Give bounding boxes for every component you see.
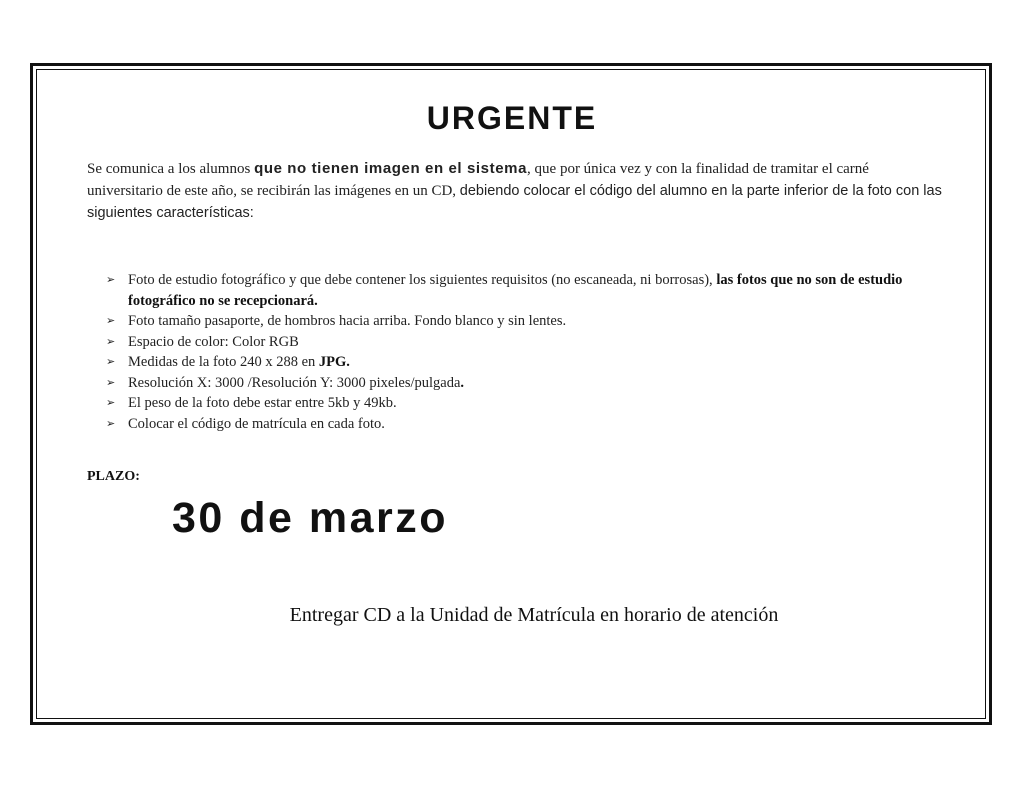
list-item: ➢ El peso de la foto debe estar entre 5kb y 49kb. — [104, 393, 954, 414]
intro-part1: Se comunica a los alumnos — [87, 161, 255, 177]
list-item: ➢ Foto de estudio fotográfico y que debe contener los siguientes requisitos (no escaneada, ni borrosas), las fotos que no son de estudio fotográfico no se recepcionará. — [106, 272, 903, 309]
intro-part2: , que por única vez y con la finalidad de tramitar el carné universitario de este año, se recibirán las imágenes en un CD, — [87, 161, 869, 199]
list-item: ➢ Medidas de la foto 240 x 288 en JPG. — [104, 352, 954, 373]
arrowhead-bullet-icon: ➢ — [106, 273, 116, 286]
intro-part3: debiendo colocar el código del alumno en la parte inferior de la foto con las siguientes características: — [87, 183, 942, 221]
list-item: ➢ Foto tamaño pasaporte, de hombros hacia arriba. Fondo blanco y sin lentes. — [104, 311, 954, 332]
arrowhead-bullet-icon: ➢ — [106, 375, 116, 389]
arrowhead-bullet-icon: ➢ — [106, 334, 116, 348]
intro-paragraph — [87, 158, 947, 224]
delivery-instructions: Entregar CD a la Unidad de Matrícula en horario de atención — [289, 604, 779, 626]
deadline-label: PLAZO: — [87, 469, 140, 484]
list-item: ➢ Colocar el código de matrícula en cada foto. — [104, 414, 954, 435]
requirements-list — [104, 270, 954, 434]
list-item: ➢ Resolución X: 3000 /Resolución Y: 3000 pixeles/pulgada. — [104, 373, 954, 394]
notice-title: URGENTE — [426, 100, 598, 136]
arrowhead-bullet-icon: ➢ — [106, 416, 116, 430]
arrowhead-bullet-icon: ➢ — [106, 355, 116, 368]
list-item: ➢ Espacio de color: Color RGB — [104, 332, 954, 353]
deadline-date: 30 de marzo — [172, 494, 449, 542]
arrowhead-bullet-icon: ➢ — [106, 396, 116, 409]
intro-emphasis: que no tienen imagen en el sistema — [254, 160, 528, 177]
arrowhead-bullet-icon: ➢ — [106, 314, 116, 327]
